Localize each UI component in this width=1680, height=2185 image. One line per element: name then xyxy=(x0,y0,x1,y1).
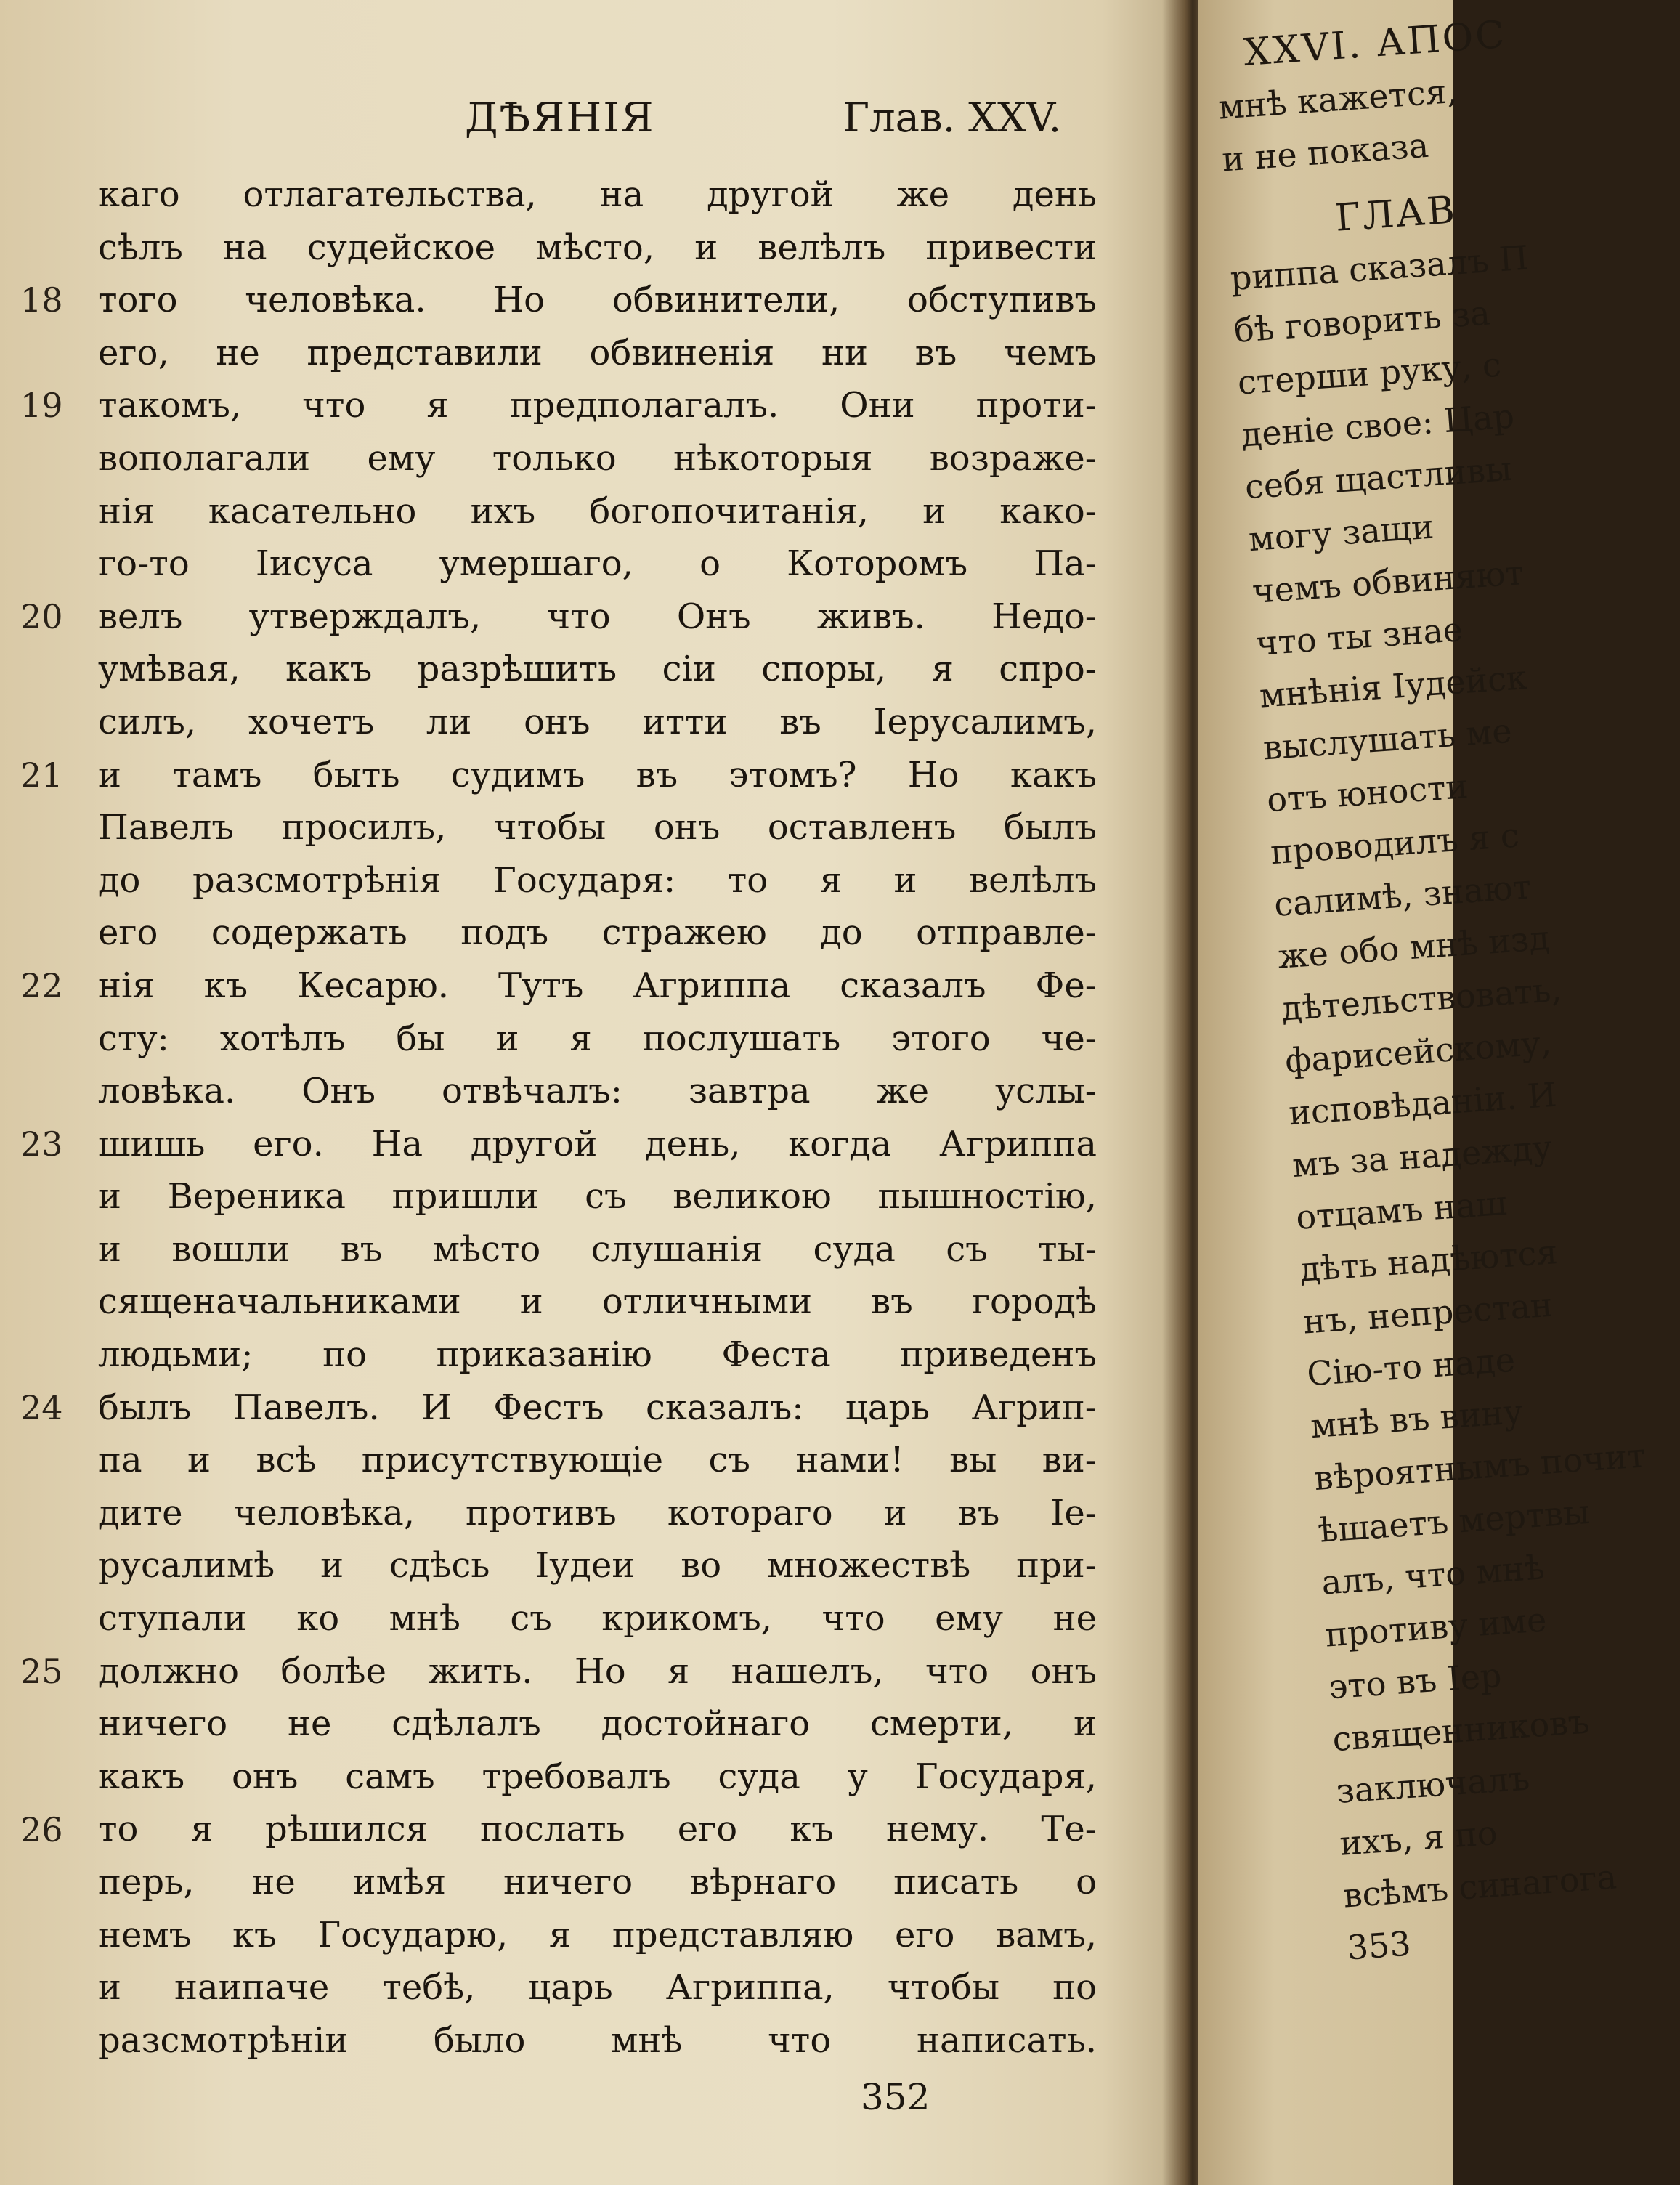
text-line: того человѣка. Но обвинители, обступивъ xyxy=(98,280,1097,321)
right-page-line: нъ, непрестан xyxy=(1302,1284,1554,1342)
right-page-line: проводилъ я с xyxy=(1269,815,1521,872)
verse-number: 24 xyxy=(20,1387,63,1427)
right-page-line: Сію-то наде xyxy=(1305,1339,1517,1394)
verse-number: 21 xyxy=(20,755,63,795)
text-line: дите человѣка, противъ котораго и въ Іе- xyxy=(98,1492,1097,1533)
right-page-line: выслушать ме xyxy=(1262,710,1514,768)
right-page-line: противу име xyxy=(1323,1600,1548,1655)
right-page-line: стерши руку, с xyxy=(1236,344,1503,402)
right-page-line: чемъ обвиняют xyxy=(1251,553,1525,612)
text-line: его, не представили обвиненія ни въ чемъ xyxy=(98,332,1097,373)
text-line: до разсмотрѣнія Государя: то я и велѣлъ xyxy=(98,859,1097,901)
text-line: сѣлъ на судейское мѣсто, и велѣлъ привести xyxy=(98,227,1097,268)
text-line: то я рѣшился послать его къ нему. Те- xyxy=(98,1809,1097,1850)
right-page-line: что ты знае xyxy=(1254,609,1464,663)
text-line: ступали ко мнѣ съ крикомъ, что ему не xyxy=(98,1598,1097,1639)
right-page-line: мнѣнія Іудейск xyxy=(1258,657,1529,716)
verse-number: 20 xyxy=(20,596,63,636)
verse-number: 26 xyxy=(20,1809,63,1849)
right-page xyxy=(1198,0,1647,2185)
text-line: нія къ Кесарю. Тутъ Агриппа сказалъ Фе- xyxy=(98,965,1097,1006)
verse-number: 19 xyxy=(20,386,63,426)
text-line: и Вереника пришли съ великою пышностію, xyxy=(98,1176,1097,1217)
text-line: и наипаче тебѣ, царь Агриппа, чтобы по xyxy=(98,1967,1097,2008)
text-line: умѣвая, какъ разрѣшить сіи споры, я спро- xyxy=(98,649,1097,690)
running-title: ДѢЯНІЯ xyxy=(465,94,655,142)
right-page-line: XXVI. АПОС xyxy=(1242,12,1508,76)
right-page-line: себя щастливы xyxy=(1243,448,1514,507)
right-page-line: алъ, что мнѣ xyxy=(1320,1547,1546,1602)
right-page-line: 353 xyxy=(1345,1923,1413,1968)
text-line: го-то Іисуса умершаго, о Которомъ Па- xyxy=(98,543,1097,585)
right-page-line: могу защи xyxy=(1247,506,1435,559)
chapter-label: Глав. XXV. xyxy=(843,94,1062,142)
text-line: былъ Павелъ. И Фестъ сказалъ: царь Агрип- xyxy=(98,1387,1097,1428)
right-page-line: мъ за надежду xyxy=(1291,1127,1554,1185)
right-page-line: же обо мнѣ изд xyxy=(1276,917,1551,976)
text-line: нія касательно ихъ богопочитанія, и како- xyxy=(98,490,1097,532)
right-page-line: это въ Іер xyxy=(1327,1655,1504,1707)
text-line: и тамъ быть судимъ въ этомъ? Но какъ xyxy=(98,754,1097,795)
text-line: людьми; по приказанію Феста приведенъ xyxy=(98,1334,1097,1376)
text-line: Павелъ просилъ, чтобы онъ оставленъ былъ xyxy=(98,807,1097,848)
text-line: ничего не сдѣлалъ достойнаго смерти, и xyxy=(98,1703,1097,1745)
text-line: каго отлагательства, на другой же день xyxy=(98,174,1097,215)
right-page-line: дѣтельствовать, xyxy=(1280,969,1563,1029)
text-line: вополагали ему только нѣкоторыя возраже- xyxy=(98,437,1097,479)
right-page-line: риппа сказалъ П xyxy=(1229,238,1530,299)
verse-number: 22 xyxy=(20,966,63,1005)
right-page-line: салимѣ, знают xyxy=(1273,867,1533,924)
text-line: такомъ, что я предполагалъ. Они проти- xyxy=(98,385,1097,426)
right-page-line: заключалъ xyxy=(1334,1758,1531,1812)
text-line: шишь его. На другой день, когда Агриппа xyxy=(98,1123,1097,1164)
text-line: перь, не имѣя ничего вѣрнаго писать о xyxy=(98,1862,1097,1902)
right-page-line: и не показа xyxy=(1220,125,1430,179)
text-line: какъ онъ самъ требовалъ суда у Государя, xyxy=(98,1756,1097,1797)
text-line: сту: хотѣлъ бы и я послушать этого че- xyxy=(98,1018,1097,1059)
text-line: ловѣка. Онъ отвѣчалъ: завтра же услы- xyxy=(98,1071,1097,1112)
text-line: силъ, хочетъ ли онъ итти въ Іерусалимъ, xyxy=(98,701,1097,742)
page-number: 352 xyxy=(861,2076,930,2118)
right-page-line: священниковъ xyxy=(1331,1701,1591,1759)
right-page-line: бѣ говорить за xyxy=(1233,293,1492,350)
text-line: и вошли въ мѣсто слушанія суда съ ты- xyxy=(98,1228,1097,1270)
text-line: па и всѣ присутствующіе съ нами! вы ви- xyxy=(98,1440,1097,1481)
right-page-line: отъ юности xyxy=(1265,766,1469,820)
text-line: сященачальниками и отличными въ городѣ xyxy=(98,1281,1097,1323)
text-block xyxy=(98,169,1097,2067)
right-page-line: дѣть надѣются xyxy=(1298,1232,1559,1289)
text-line: разсмотрѣніи было мнѣ что написать. xyxy=(98,2019,1097,2061)
text-line: его содержать подъ стражею до отправле- xyxy=(98,912,1097,954)
verse-number: 18 xyxy=(20,280,63,320)
text-line: русалимѣ и сдѣсь Іудеи во множествѣ при- xyxy=(98,1545,1097,1586)
right-page-line: ихъ, я по xyxy=(1338,1812,1499,1863)
right-page-line: ѣшаетъ мертвы xyxy=(1316,1491,1591,1550)
text-line: немъ къ Государю, я представляю его вамъ, xyxy=(98,1914,1097,1955)
text-line: должно болѣе жить. Но я нашелъ, что онъ xyxy=(98,1650,1097,1692)
verse-number: 25 xyxy=(20,1651,63,1691)
right-page-line: ГЛАВ xyxy=(1334,188,1458,240)
right-page-line: вѣроятнымъ почит xyxy=(1312,1435,1647,1499)
text-line: велъ утверждалъ, что Онъ живъ. Недо- xyxy=(98,596,1097,637)
right-page-line: мнѣ кажется, xyxy=(1217,70,1458,127)
right-page-line: исповѣданіи. И xyxy=(1287,1074,1558,1133)
right-page-text xyxy=(1213,11,1647,1974)
right-page-line: отцамъ наш xyxy=(1294,1183,1509,1237)
right-page-line: деніе свое: Цар xyxy=(1240,396,1516,455)
verse-number: 23 xyxy=(20,1124,63,1164)
right-page-line: мнѣ въ вину xyxy=(1309,1391,1525,1446)
right-page-line: всѣмъ синагога xyxy=(1342,1857,1618,1916)
right-page-line: фарисейскому, xyxy=(1283,1023,1553,1081)
